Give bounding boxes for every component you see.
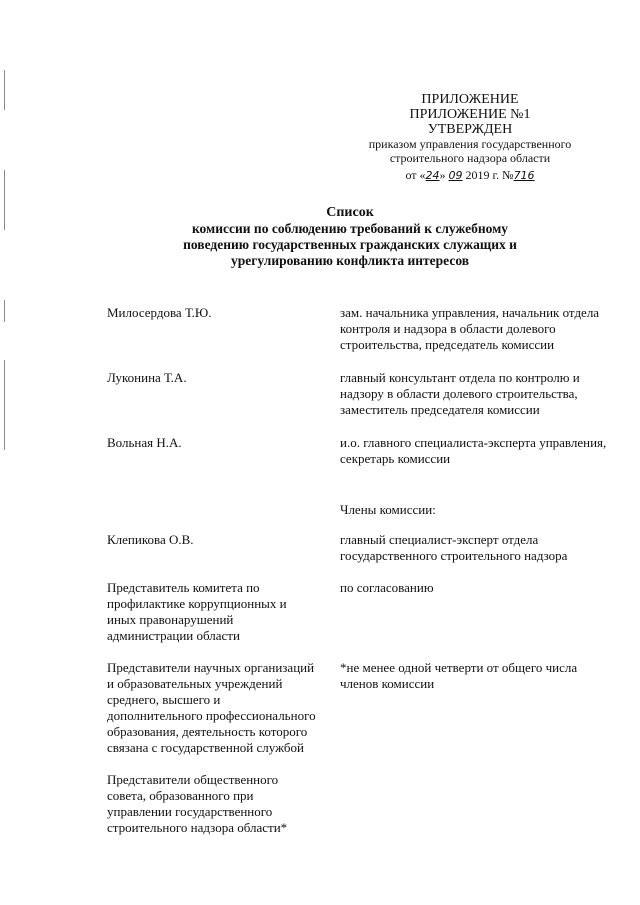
member-role-secretary: и.о. главного специалиста-эксперта управления, секретарь комиссии [340,435,607,466]
document-title [120,205,580,269]
member-name-klepikova: Клепикова О.В. [107,532,194,547]
member-name-education-reps: Представители научных организаций и образовательных учреждений среднего, высшего и дополнительного профессионального образования, деятельность которого связана с государственной службой [107,660,316,755]
member-role-chair: зам. начальника управления, начальник отдела контроля и надзора в области долевого строительства, председатель комиссии [340,305,600,352]
date-month-handwritten: 09 [448,169,463,182]
scan-binding-mark [4,70,5,110]
member-role-education-reps: *не менее одной четверти от общего числа членов комиссии [340,660,578,691]
order-authority-line2: строительного надзора области [389,151,551,165]
appendix-heading: ПРИЛОЖЕНИЕ [421,92,519,107]
approval-block [340,92,600,184]
order-number-handwritten: 716 [513,169,535,182]
title-line1: комиссии по соблюдению требований к служебному [191,221,509,236]
date-prefix: от « [405,168,426,182]
commission-members-heading: Члены комиссии: [340,502,436,517]
order-date-line [340,167,600,184]
member-name-public-council-reps: Представители общественного совета, образованного при управлении государственного строительного надзора области* [107,772,288,835]
member-name-deputy: Луконина Т.А. [107,370,187,385]
title-line3: урегулированию конфликта интересов [230,253,470,268]
member-name-committee-rep: Представитель комитета по профилактике коррупционных и иных правонарушений администрации области [107,580,287,643]
scan-binding-mark [4,300,5,322]
title-main: Список [326,205,374,220]
member-name-chair: Милосердова Т.Ю. [107,305,212,320]
member-role-klepikova: главный специалист-эксперт отдела государственного строительного надзора [340,532,568,563]
member-role-deputy: главный консультант отдела по контролю и надзору в области долевого строительства, заместитель председателя комиссии [340,370,580,417]
title-line2: поведению государственных гражданских служащих и [183,237,517,252]
member-name-secretary: Вольная Н.А. [107,435,182,450]
date-day-handwritten: 24 [425,169,440,182]
scan-binding-mark [4,170,5,230]
member-role-committee-rep: по согласованию [340,580,434,595]
date-mid: » [439,168,446,182]
appendix-number: ПРИЛОЖЕНИЕ №1 [409,107,531,122]
approved-label: УТВЕРЖДЕН [427,122,513,137]
date-year: 2019 г. № [465,168,514,182]
order-authority-line1: приказом управления государственного [368,137,572,151]
scan-binding-mark [4,360,5,450]
